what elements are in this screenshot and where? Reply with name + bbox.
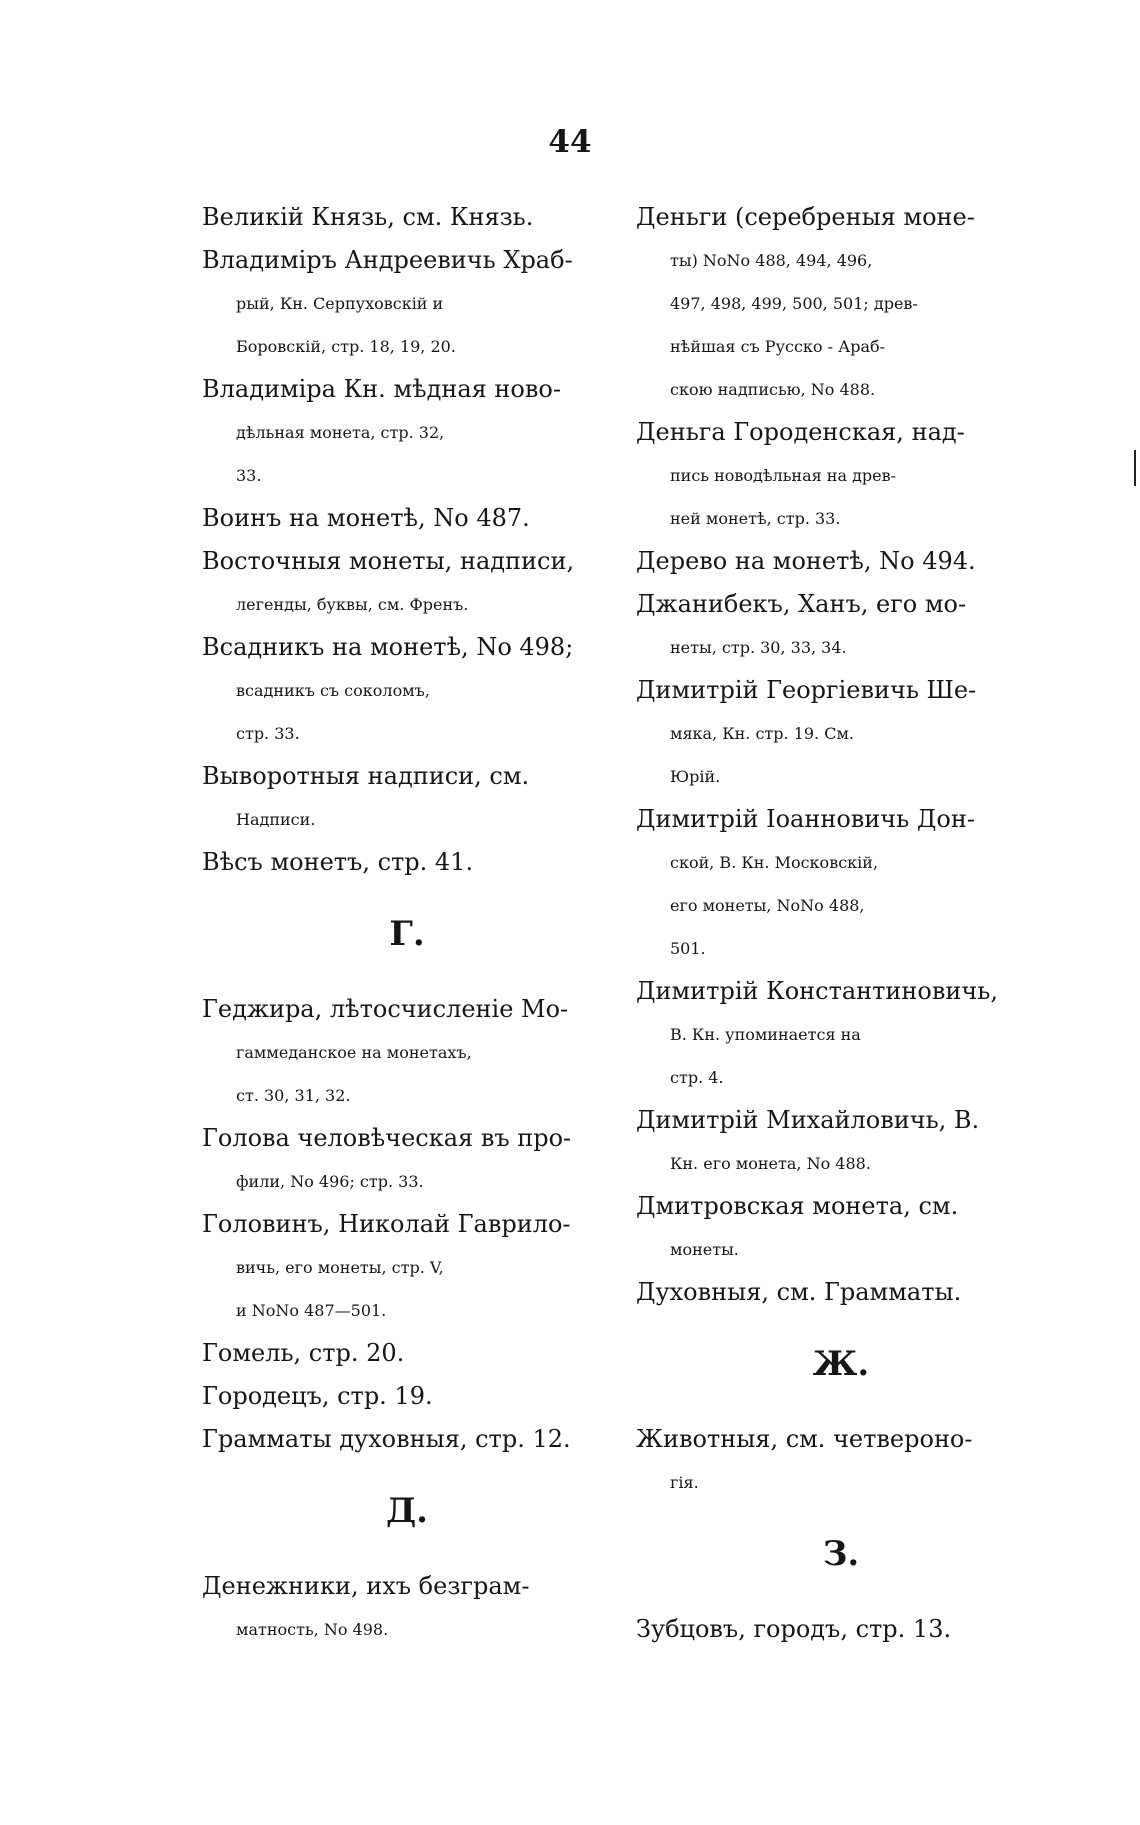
index-entry [202,1203,612,1332]
index-entry-line: ст. 30, 31, 32. [236,1086,351,1105]
index-entry [636,1185,1046,1271]
index-entry [636,196,1046,411]
index-entry [202,841,612,884]
index-entry-line: пись новодѣльная на древ- [670,466,897,485]
index-entry-line: и NoNo 487—501. [236,1301,387,1320]
scan-edge-mark [1134,450,1136,486]
index-entry [636,1418,1046,1504]
index-entry [202,497,612,540]
index-entry-line: Воинъ на монетѣ, No 487. [202,504,530,532]
index-entry [636,970,1046,1099]
index-entry-line: матность, No 498. [236,1620,389,1639]
index-entry-line: Владиміръ Андреевичь Храб- [202,246,573,274]
index-entry-line: Грамматы духовныя, стр. 12. [202,1425,571,1453]
index-entry-line: Выворотныя надписи, см. [202,762,530,790]
index-entry [636,540,1046,583]
index-entry-line: стр. 4. [670,1068,724,1087]
index-entry [636,669,1046,798]
index-entry-line: Димитрій Константиновичь, [636,977,998,1005]
index-entry-line: 497, 498, 499, 500, 501; древ- [670,294,918,313]
index-entry-line: стр. 33. [236,724,300,743]
index-entry-line: Восточныя монеты, надписи, [202,547,575,575]
index-entry-line: монеты. [670,1240,739,1259]
index-entry-line: рый, Кн. Серпуховскій и [236,294,444,313]
index-entry [202,1332,612,1375]
index-column-left [202,196,612,1651]
index-entry [202,755,612,841]
section-letter-heading: Д. [385,1491,429,1531]
index-entry-line: Городецъ, стр. 19. [202,1382,433,1410]
index-entry-line: вичь, его монеты, стр. V, [236,1258,444,1277]
index-entry-line: Юрій. [670,767,721,786]
index-entry-line: нѣйшая съ Русско - Араб- [670,337,886,356]
index-entry-line: Боровскій, стр. 18, 19, 20. [236,337,456,356]
index-entry [636,1099,1046,1185]
index-entry-line: Головинъ, Николай Гаврило- [202,1210,571,1238]
index-entry-line: фили, No 496; стр. 33. [236,1172,424,1191]
index-entry-line: Джанибекъ, Ханъ, его мо- [636,590,967,618]
index-entry-line: скою надписью, No 488. [670,380,876,399]
index-entry [202,540,612,626]
index-entry-line: Владиміра Кн. мѣдная ново- [202,375,561,403]
index-entry-line: ской, В. Кн. Московскій, [670,853,879,872]
index-entry-line: дѣльная монета, стр. 32, [236,423,445,442]
index-entry-line: гаммеданское на монетахъ, [236,1043,472,1062]
index-column-right [636,196,1046,1651]
index-entry-line: Деньги (серебреныя моне- [636,203,975,231]
index-entry [636,798,1046,970]
index-entry-line: ней монетѣ, стр. 33. [670,509,841,528]
index-entry-line: Димитрій Михайловичь, В. [636,1106,980,1134]
index-entry-line: Гомель, стр. 20. [202,1339,405,1367]
index-entry-line: Вѣсъ монетъ, стр. 41. [202,848,474,876]
index-entry [202,626,612,755]
index-entry [202,368,612,497]
index-entry-line: Дмитровская монета, см. [636,1192,959,1220]
index-entry-line: В. Кн. упоминается на [670,1025,861,1044]
index-entry-line: гія. [670,1473,699,1492]
section-letter-heading: Г. [389,914,425,954]
index-entry-line: Геджира, лѣтосчисленіе Мо- [202,995,569,1023]
index-entry-line: Великій Князь, см. Князь. [202,203,534,231]
index-entry-line: Дерево на монетѣ, No 494. [636,547,976,575]
page-number: 44 [548,124,592,160]
index-entry-line: его монеты, NoNo 488, [670,896,865,915]
index-entry [636,411,1046,540]
index-entry-line: Димитрій Іоанновичь Дон- [636,805,975,833]
index-entry [636,1271,1046,1314]
index-entry-line: 33. [236,466,262,485]
index-entry-line: Кн. его монета, No 488. [670,1154,871,1173]
index-entry [636,583,1046,669]
index-entry-line: всадникъ съ соколомъ, [236,681,430,700]
index-entry [636,1608,1046,1651]
index-entry-line: 501. [670,939,706,958]
index-entry-line: Животныя, см. четвероно- [636,1425,973,1453]
index-entry [202,1418,612,1461]
index-entry-line: Зубцовъ, городъ, стр. 13. [636,1615,952,1643]
index-entry-line: мяка, Кн. стр. 19. См. [670,724,854,743]
index-entry-line: Голова человѣческая въ про- [202,1124,572,1152]
index-entry-line: Надписи. [236,810,316,829]
index-entry-line: неты, стр. 30, 33, 34. [670,638,847,657]
index-entry-line: Денежники, ихъ безграм- [202,1572,530,1600]
index-entry-line: Духовныя, см. Грамматы. [636,1278,962,1306]
index-entry [202,1375,612,1418]
index-entry-line: Деньга Городенская, над- [636,418,965,446]
index-entry [202,239,612,368]
index-entry [202,1565,612,1651]
index-entry-line: Всадникъ на монетѣ, No 498; [202,633,574,661]
section-letter-heading: З. [822,1534,860,1574]
index-entry [202,988,612,1117]
index-entry-line: легенды, буквы, см. Френъ. [236,595,469,614]
index-entry [202,196,612,239]
section-letter-heading: Ж. [812,1344,870,1384]
index-entry-line: ты) NoNo 488, 494, 496, [670,251,873,270]
index-entry-line: Димитрій Георгіевичь Ше- [636,676,977,704]
index-entry [202,1117,612,1203]
